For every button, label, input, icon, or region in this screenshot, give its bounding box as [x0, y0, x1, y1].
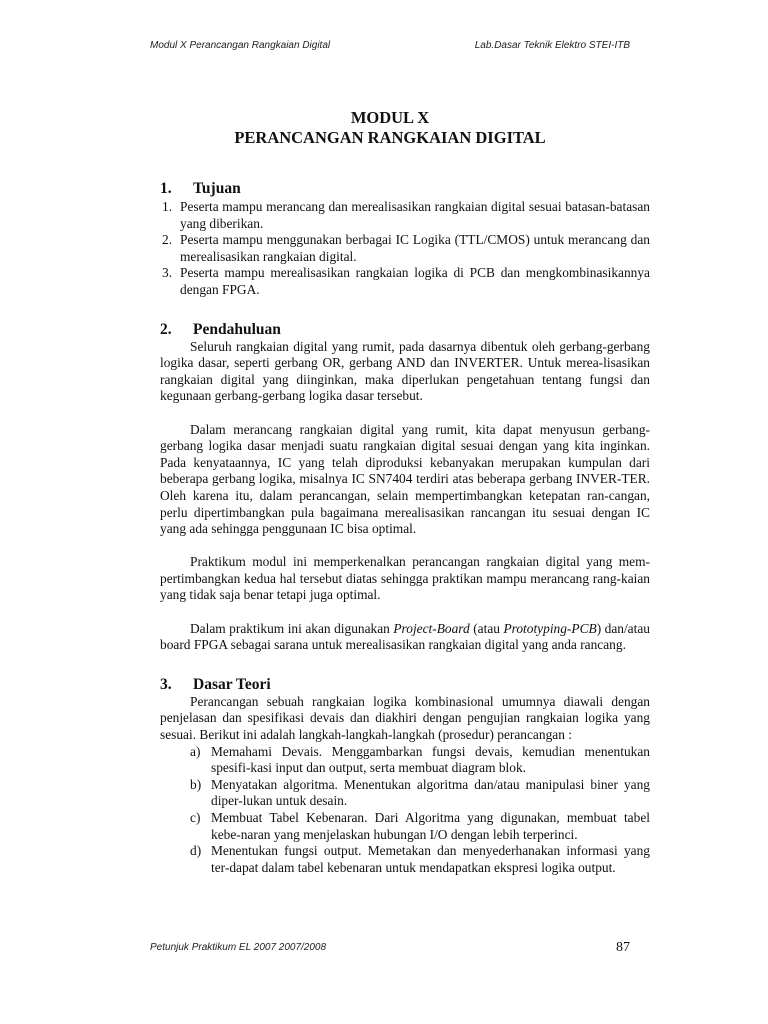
section-dasar-teori [160, 676, 650, 877]
section-pendahuluan [160, 321, 650, 654]
paragraph: Praktikum modul ini memperkenalkan perancangan rangkaian digital yang mem-pertimbangkan kedua hal tersebut diatas sehingga praktikan mampu merancang rang-kaian yang tidak saja benar tetapi juga optimal. [160, 554, 650, 603]
section-heading-pendahuluan [160, 321, 650, 339]
text-run: Dalam praktikum ini akan digunakan [190, 620, 394, 636]
list-item-text: Peserta mampu merancang dan merealisasikan rangkaian digital sesuai batasan-batasan yang diberikan. [180, 199, 650, 231]
section-heading-dasar-teori [160, 676, 650, 694]
section-title: Pendahuluan [193, 320, 281, 338]
list-item [160, 199, 650, 232]
list-marker: 2. [162, 232, 173, 248]
list-item [190, 744, 650, 777]
list-item [160, 232, 650, 265]
list-item-text: Menentukan fungsi output. Memetakan dan menyederhanakan informasi yang ter-dapat dalam tabel kebenaran untuk mendapatkan ekspresi logika output. [211, 843, 650, 875]
list-marker: c) [190, 810, 201, 825]
section-tujuan [160, 180, 650, 299]
page-body [160, 180, 650, 876]
paragraph [160, 621, 650, 654]
list-item-text: Memahami Devais. Menggambarkan fungsi devais, kemudian menentukan spesifi-kasi input dan output, serta membuat diagram blok. [211, 743, 650, 776]
list-marker: 1. [162, 199, 173, 214]
list-item-text: Peserta mampu merealisasikan rangkaian logika di PCB dan mengkombinasikannya dengan FPGA. [180, 265, 650, 297]
section-heading-tujuan [160, 180, 650, 198]
text-run: (atau [469, 620, 504, 636]
list-marker: 3. [162, 265, 173, 281]
paragraph: Dalam merancang rangkaian digital yang rumit, kita dapat menyusun gerbang-gerbang logika dasar menjadi suatu rangkaian digital sesuai dengan yang kita inginkan. Pada kenyataannya, IC yang telah diproduksi kebanyakan merupakan kumpulan dari beberapa gerbang logika, misalnya IC SN7404 terdiri atas beberapa gerbang INVER-TER. Oleh karena itu, dalam perancangan, selain mempertimbangkan ketepatan ran-cangan, perlu dipertimbangkan pula bagaimana merealisasikan rancangan itu sesuai dengan IC yang ada sehingga penggunaan IC bisa optimal. [160, 421, 650, 537]
list-item-text: Peserta mampu menggunakan berbagai IC Logika (TTL/CMOS) untuk merancang dan merealisasikan rangkaian digital. [180, 232, 650, 264]
text-run: ) dan/atau board FPGA sebagai sarana untuk merealisasikan rangkaian digital yang anda rancang. [160, 620, 650, 653]
title-line-2: PERANCANGAN RANGKAIAN DIGITAL [234, 128, 546, 147]
section-number: 2. [160, 320, 172, 338]
page-number: 87 [616, 940, 630, 955]
section-title: Tujuan [193, 180, 241, 197]
list-item [190, 777, 650, 810]
section-number: 3. [160, 675, 172, 693]
list-item [160, 265, 650, 298]
objectives-list [160, 199, 650, 299]
footer-course-label: Petunjuk Praktikum EL 2007 2007/2008 [150, 942, 327, 953]
section-title: Dasar Teori [193, 675, 271, 693]
title-line-1: MODUL X [350, 108, 430, 127]
list-item-text: Menyatakan algoritma. Menentukan algoritma dan/atau manipulasi biner yang diper-lukan untuk desain. [211, 776, 650, 809]
list-marker: d) [190, 843, 202, 859]
italic-term-prototyping-pcb: Prototyping-PCB [503, 620, 597, 636]
paragraph: Seluruh rangkaian digital yang rumit, pada dasarnya dibentuk oleh gerbang-gerbang logika dasar, seperti gerbang OR, gerbang AND dan INVERTER. Untuk merea-lisasikan rangkaian digital yang diinginkan, maka diperlukan pengetahuan tentang fungsi dan kegunaan gerbang-gerbang logika dasar tersebut. [160, 338, 650, 404]
header-module-title: Modul X Perancangan Rangkaian Digital [150, 40, 331, 51]
procedure-list [160, 744, 650, 877]
paragraph: Perancangan sebuah rangkaian logika kombinasional umumnya diawali dengan penjelasan dan spesifikasi devais dan diakhiri dengan pengujian rangkaian logika yang sesuai. Berikut ini adalah langkah-langkah-langkah (prosedur) perancangan : [160, 693, 650, 743]
list-marker: a) [190, 743, 201, 759]
italic-term-project-board: Project-Board [393, 620, 470, 636]
list-marker: b) [190, 776, 202, 792]
list-item-text: Membuat Tabel Kebenaran. Dari Algoritma yang digunakan, membuat tabel kebe-naran yang menjelaskan hubungan I/O dengan lebih terperinci. [211, 810, 650, 842]
section-number: 1. [160, 180, 172, 197]
list-item [190, 810, 650, 843]
document-title [150, 108, 630, 148]
header-lab-name: Lab.Dasar Teknik Elektro STEI-ITB [474, 40, 630, 51]
list-item [190, 843, 650, 876]
